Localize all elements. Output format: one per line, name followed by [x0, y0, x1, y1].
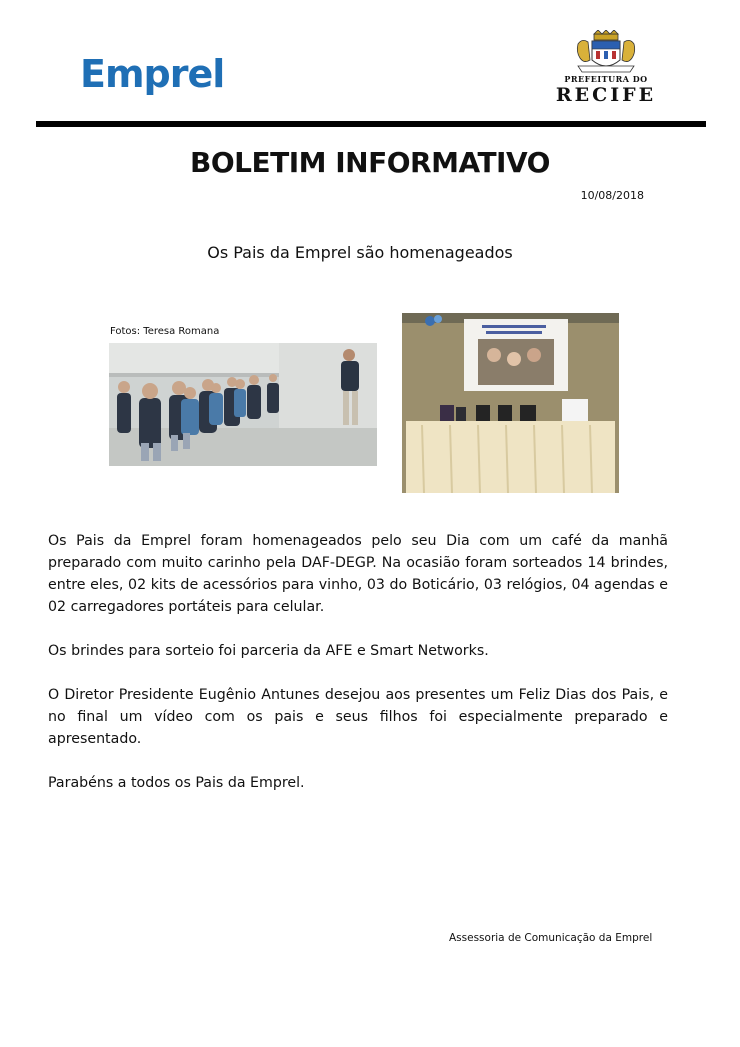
article-paragraph-1: Os Pais da Emprel foram homenageados pelo seu Dia com um café da manhã preparado com muito carinho pela DAF-DEGP. Na ocasião foram sorteados 14 brindes, entre eles, 02 kits de acessórios para vinho, 03 do Boticário, 03 relógios, 04 agendas e 02 carregadores portáteis para celular. [48, 533, 668, 615]
gifts-table-photo [402, 313, 619, 493]
article-paragraph-2: Os brindes para sorteio foi parceria da AFE e Smart Networks. [48, 643, 489, 659]
coat-of-arms-icon [548, 30, 664, 74]
article-paragraph-4: Parabéns a todos os Pais da Emprel. [48, 775, 305, 791]
photo-credit: Fotos: Teresa Romana [110, 326, 220, 337]
bulletin-date: 10/08/2018 [580, 189, 644, 202]
city-logo-line-1: PREFEITURA DO [564, 74, 648, 84]
audience-photo [109, 343, 377, 466]
article-paragraph-3: O Diretor Presidente Eugênio Antunes desejou aos presentes um Feliz Dias dos Pais, e no final um vídeo com os pais e seus filhos foi especialmente preparado e apresentado. [48, 687, 668, 747]
article-headline: Os Pais da Emprel são homenageados [207, 243, 513, 262]
emprel-logo: Emprel [80, 52, 225, 96]
prefeitura-recife-logo [548, 30, 664, 110]
city-logo-line-2: RECIFE [555, 84, 657, 106]
footer-signature: Assessoria de Comunicação da Emprel [449, 932, 653, 944]
bulletin-title: BOLETIM INFORMATIVO [190, 146, 550, 179]
header-divider [36, 121, 706, 127]
